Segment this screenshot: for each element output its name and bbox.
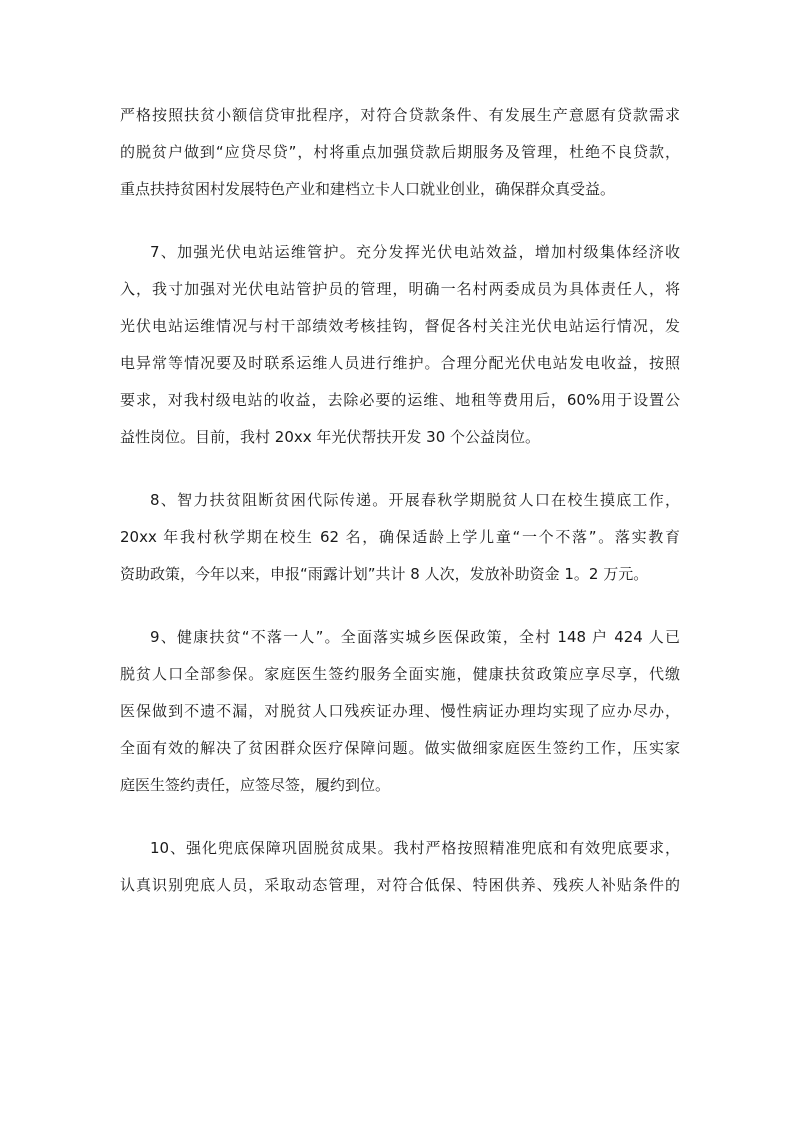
text-line: 重点扶持贫困村发展特色产业和建档立卡人口就业创业，确保群众真受益。 [120, 180, 616, 198]
paragraph-social-security [120, 830, 680, 904]
paragraph-loan-policy [120, 97, 680, 208]
text-line: 10、强化兜底保障巩固脱贫成果。我村严格按照精准兜底和有效兜底要求， [150, 839, 680, 857]
text-line: 的脱贫户做到“应贷尽贷”，村将重点加强贷款后期服务及管理，杜绝不良贷款， [120, 143, 680, 161]
text-line: 全面有效的解决了贫困群众医疗保障问题。做实做细家庭医生签约工作，压实家 [120, 739, 680, 757]
text-line: 8、智力扶贫阻断贫困代际传递。开展春秋学期脱贫人口在校生摸底工作， [150, 491, 680, 509]
text-line: 要求，对我村级电站的收益，去除必要的运维、地租等费用后，60%用于设置公 [120, 391, 680, 409]
text-line: 庭医生签约责任，应签尽签，履约到位。 [120, 776, 391, 794]
text-line: 9、健康扶贫“不落一人”。全面落实城乡医保政策，全村 148 户 424 人已 [150, 628, 680, 646]
text-line: 电异常等情况要及时联系运维人员进行维护。合理分配光伏电站发电收益，按照 [120, 354, 680, 372]
text-line: 严格按照扶贫小额信贷审批程序，对符合贷款条件、有发展生产意愿有贷款需求 [120, 106, 680, 124]
document-body [120, 97, 680, 930]
paragraph-health [120, 619, 680, 804]
text-line: 光伏电站运维情况与村干部绩效考核挂钩，督促各村关注光伏电站运行情况，发 [120, 317, 680, 335]
text-line: 脱贫人口全部参保。家庭医生签约服务全面实施，健康扶贫政策应享尽享，代缴 [120, 665, 680, 683]
text-line: 益性岗位。目前，我村 20xx 年光伏帮扶开发 30 个公益岗位。 [120, 428, 541, 446]
text-line: 认真识别兜底人员，采取动态管理，对符合低保、特困供养、残疾人补贴条件的 [120, 876, 680, 894]
text-line: 入，我寸加强对光伏电站管护员的管理，明确一名村两委成员为具体责任人，将 [120, 280, 680, 298]
text-line: 资助政策，今年以来，申报“雨露计划”共计 8 人次，发放补助资金 1。2 万元。 [120, 565, 649, 583]
paragraph-education [120, 482, 680, 593]
text-line: 医保做到不遗不漏，对脱贫人口残疾证办理、慢性病证办理均实现了应办尽办， [120, 702, 680, 720]
paragraph-solar-station [120, 234, 680, 456]
text-line: 7、加强光伏电站运维管护。充分发挥光伏电站效益，增加村级集体经济收 [150, 243, 680, 261]
text-line: 20xx 年我村秋学期在校生 62 名，确保适龄上学儿童“一个不落”。落实教育 [120, 528, 680, 546]
